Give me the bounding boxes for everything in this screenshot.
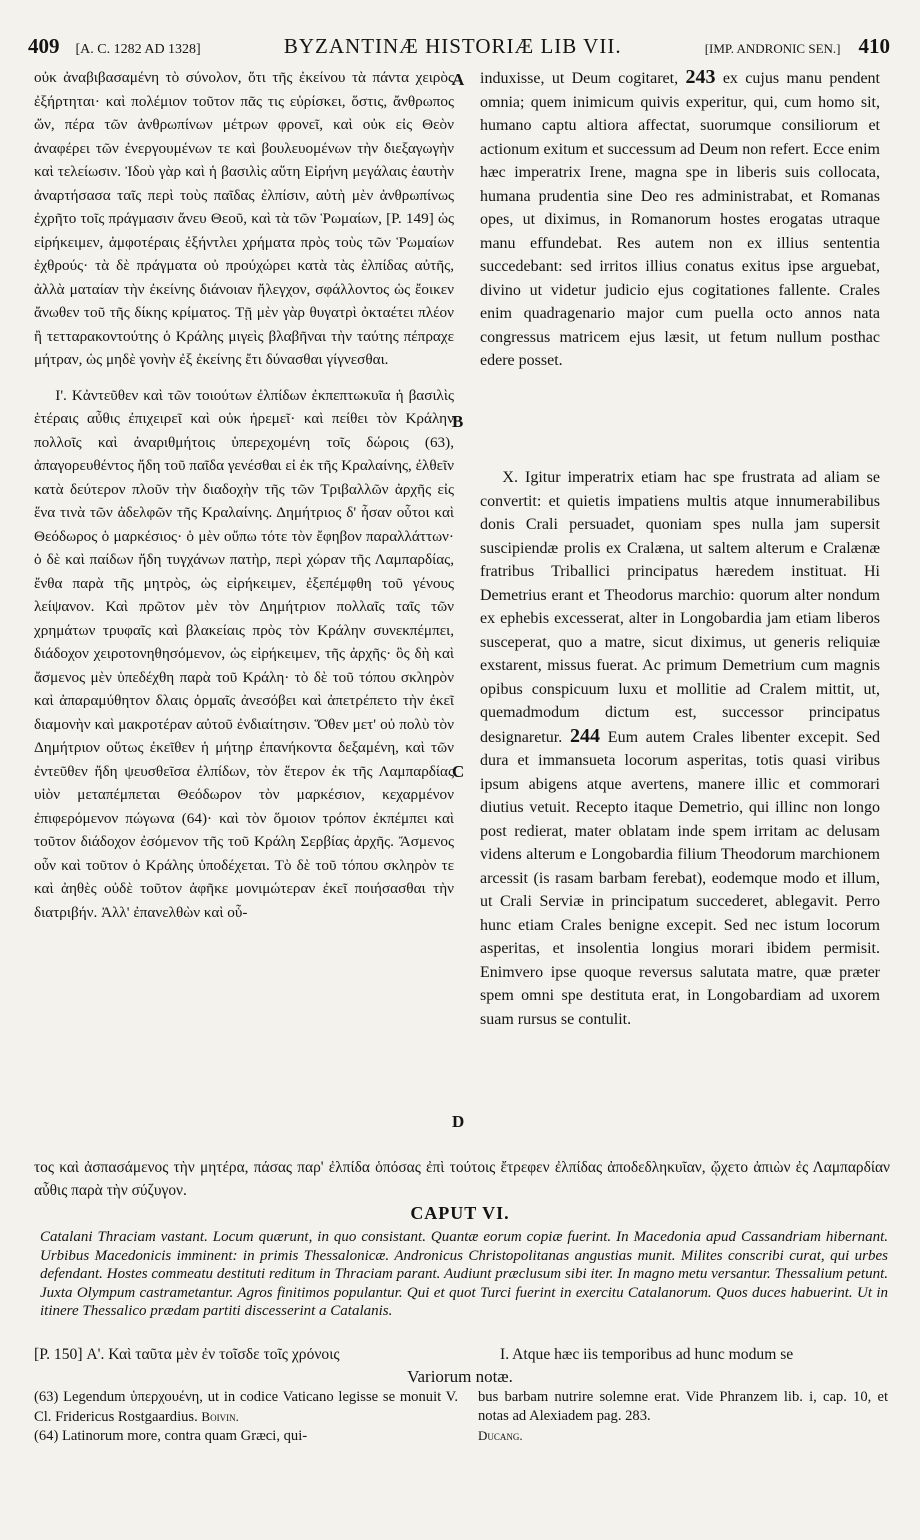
greek-paragraph-1: οὐκ ἀναβιβασαμένη τὸ σύνολον, ὅτι τῆς ἐκείνου τὰ πάντα χειρὸς ἐξήρτηται· καὶ πολέμιον τοῦτον πᾶς τις εὑρίσκει, ὅστις, ἄνθρωπος ὤν, πέρα τῶν ἀνθρωπίνων μέτρων φρονεῖ, καὶ οὐκ εἰς Θεὸν ἀναφέρει τῶν ἐνεργουμένων τε καὶ βουλευομένων τὴν διεξαγωγὴν καὶ τελείωσιν. Ἰδοὺ γὰρ καὶ ἡ βασιλὶς αὕτη Εἰρήνη μεγάλαις ἑαυτὴν ἀναρτήσασα ταῖς περὶ τοὺς παῖδας ἐλπίσιν, αὐτὴ μὲν ἀνθρωπίνως ἐχρῆτο τοῖς πράγμασιν ἄνευ Θεοῦ, καὶ τὰ τῶν Ῥωμαίων, [P. 149] ὡς εἰρήκειμεν, ἀμφοτέραις ἐξήντλει χρήματα πρὸς τοὺς τῶν Ῥωμαίων ἐχθρούς· τὰ δὲ πράγματα οὐ προύχώρει κατὰ τὰς ἐλπίδας αὐτῆς, ἀλλὰ ματαίαν τὴν ἐκείνης διάνοιαν ἤλεγχον, σφάλλοντος ὡς ἔοικεν ἄνωθεν τοῦ τῆς δίκης κρίματος. Τῇ μὲν γὰρ θυγατρὶ ὀκταέτει πλέον ἢ τετταρακοντούτης ὁ Κράλης μιγεὶς βλαβῆναι τὴν ταύτης πέπραχε μήτραν, ὡς μηδὲ γονὴν ἐξ ἐκείνης ἔτι δύνασθαι γίγνεσθαι. bbox=[34, 69, 454, 368]
margin-letter-d: D bbox=[452, 1112, 465, 1131]
latin-column-bottom bbox=[480, 466, 880, 1178]
note-64-continued: bus barbam nutrire solemne erat. Vide Phranzem lib. i, cap. 10, et notas ad Alexiadem pag. 283. bbox=[478, 1389, 888, 1424]
latin-paragraph-2 bbox=[480, 466, 880, 1031]
chapter-latin-start: I. Atque hæc iis temporibus ad hunc modum se bbox=[500, 1346, 794, 1363]
latin-column-top bbox=[480, 66, 880, 396]
emperor-label: [IMP. ANDRONIC SEN.] bbox=[704, 41, 841, 56]
note-63-author: Boivin. bbox=[201, 1409, 239, 1424]
notes-right bbox=[478, 1388, 888, 1448]
running-title: BYZANTINÆ HISTORIÆ LIB VII. bbox=[283, 34, 622, 58]
notes-title: Variorum notæ. bbox=[407, 1367, 513, 1386]
greek-column bbox=[34, 66, 454, 1178]
latin-p1-start: induxisse, ut Deum cogitaret, bbox=[480, 70, 679, 87]
section-number-243: 243 bbox=[685, 66, 716, 88]
margin-letter-b: B bbox=[452, 412, 464, 431]
latin-p1-rest: ex cujus manu pendent omnia; quem inimicum quivis experitur, qui, cum homo sit, humano captu altiora affectat, suorumque consiliorum et actionum exitum et successum ad Deum non refert. Ecce enim hæc imperatrix Irene, magna spe in liberis suis collocata, humana prudentia sine Deo res administrabat, et Romanas opes, ut diximus, in Romanorum hostes erogatas utraque manu effundebat. Res autem non ex illius sententia succedebant: sed irritos illius conatus exitus ipse arguebat, divino ut videtur judicio ejus cogitationes fallente. Crales enim quadragenario major cum puella octo annos nata congressus matricem ejus læsit, ut fetum nullum posthac edere posset. bbox=[480, 70, 880, 369]
greek-continuation: τος καὶ ἀσπασάμενος τὴν μητέρα, πάσας παρ' ἐλπίδα ὁπόσας ἐπὶ τούτοις ἔτρεφεν ἐλπίδας ἀποδεδληκυῖαν, ᾤχετο ἀπιὼν ἐς Λαμπαρδίαν αὖθις παρὰ τὴν σύζυγον. bbox=[34, 1159, 890, 1199]
notes-left bbox=[34, 1388, 458, 1478]
page-number-right: 410 bbox=[858, 34, 890, 58]
page-number-left: 409 bbox=[28, 34, 60, 58]
note-63-text: (63) Legendum ὑπερχουένη, ut in codice Vaticano legisse se monuit V. Cl. Fridericus Rostgaardius. bbox=[34, 1389, 458, 1425]
running-header bbox=[28, 34, 890, 64]
year-range: [A. C. 1282 AD 1328] bbox=[75, 42, 201, 57]
margin-letter-a: A bbox=[452, 70, 465, 89]
note-63 bbox=[34, 1388, 458, 1427]
note-64: (64) Latinorum more, contra quam Græci, qui- bbox=[34, 1428, 308, 1444]
latin-p2-rest: Eum autem Crales libenter excepit. Sed dura et immansueta locorum asperitas, totis quasi viribus ipsum abigens atque avertens, manere illic et commorari diutius vetuit. Recepto itaque Demetrio, qui illinc non longo post redierat, mater oblatam inde spem irritam ac delusam videns alterum e Longobardia filium Theodorum marchionem arcessit (is rasam barbam ferebat), eodemque modo et illum, ut Crali Serviæ in principatum succederet, ablegavit. Perro hunc etiam Crales benigne excepit. Sed nec istum locorum asperitas, et insolentia longius morari ibidem permisit. Enimvero ipse quoque reversus salutata matre, quæ præter spem omni spe destituta erat, in Longobardiam ad uxorem suam rursus se contulit. bbox=[480, 728, 880, 1028]
chapter-greek-start: [P. 150] Α'. Καὶ ταῦτα μὲν ἐν τοῖσδε τοῖς χρόνοις bbox=[34, 1346, 340, 1363]
chapter-title: CAPUT VI. bbox=[410, 1203, 510, 1223]
chapter-summary: Catalani Thraciam vastant. Locum quærunt, in quo consistant. Quantæ eorum copiæ fuerint. In Macedonia apud Cassandriam hibernant. Urbibus Macedonicis imminent: in primis Thessalonicæ. Andronicus Christopolitanas angustias munit. Milites conscribi curat, qui urbes defendant. Hostes commeatu destituti reditum in Thraciam parant. Audiunt præclusum sibi iter. In magno metu versantur. Thessalium petunt. Juxta Olympum castrametantur. Agros finitimos populantur. Qui et quot Turci fuerint in exercitu Catalanorum. Quos duces habuerint. Ut in itinere Thessalico prædam partiti discesserint a Catalanis. bbox=[40, 1229, 888, 1320]
section-number-244: 244 bbox=[570, 724, 600, 747]
greek-paragraph-2: Ι'. Κἀντεῦθεν καὶ τῶν τοιούτων ἐλπίδων ἐκπεπτωκυῖα ἡ βασιλὶς ἑτέραις αὖθις ἐπιχειρεῖ καὶ οὐκ ἠρεμεῖ· καὶ πείθει τὸν Κράλην πολλοῖς καὶ ἀναριθμήτοις ὑπερεχομένη τοῖς δώροις (63), ἀπαγορευθέντος ἤδη τοῦ παῖδα γενέσθαι εἰ ἐκ τῆς Κραλαίνης, ἐλθεῖν κατὰ δεύτερον πλοῦν τὴν διαδοχὴν τῆς τῶν Τριβαλλῶν ἀρχῆς εἰς ἕνα τινὰ τῶν ἀδελφῶν τῆς Κραλαίνης. Δημήτριος δ' ἦσαν οὗτοι καὶ Θεόδωρος ὁ μαρκέσιος· ὁ μὲν οὔπω τότε τὸν ἔφηβον παραλλάττων· ὁ δὲ καὶ παίδων ἤδη τυγχάνων πατὴρ, περὶ χώραν τῆς Λαμπαρδίας, ἔνθα παρὰ τῆς μητρὸς, ὡς εἰρήκειμεν, ἐξεπέμφθη τοῦ γένους λείψανον. Καὶ πρῶτον μὲν τὸν Δημήτριον πολλαῖς ταῖς τῶν χρημάτων τρυφαῖς καὶ βλακείαις πρὸς τὸν Κράλην συνεκπέμπει, διάδοχον χειροτονηθησόμενον, ὡς εἰρήκειμεν, τῆς ἀρχῆς· ὃς δὴ καὶ ἄσμενος μὲν ὑπεδέχθη παρὰ τοῦ Κράλη· τὸ δὲ τοῦ τόπου σκληρὸν καὶ ἀπαραμύθητον δλαις ὁρμαῖς ἀνεσόβει καὶ ἀπετρέπετο τὴν ἐκεῖ διαμονὴν καὶ μακροτέραν αὐτοῦ ἐνδιαίτησιν. Ὅθεν μετ' οὐ πολὺ τὸν Δημήτριον οὕτως ἐκεῖθεν ἡ μήτηρ ἐπανήκοντα δεξαμένη, καὶ τῶν ἐντεῦθεν ἤδη ψευσθεῖσα ἐλπίδων, τὸν ἕτερον ἐκ τῆς Λαμπαρδίας υἱὸν μεταπέμπεται Θεόδωρον τὸν μαρκέσιον, κεχαρμένον ἐπιφερόμενον πώγωνα (64)· καὶ τὸν ὅμοιον τρόπον ἐκπέμπει καὶ τοῦτον διάδοχον ἐσόμενον τῆς τοῦ Κράλη Σερβίας ἀρχῆς. Ἄσμενος οὖν καὶ τοῦτον ὁ Κράλης ὑποδέχεται. Τὸ δὲ τοῦ τόπου σκληρὸν τε καὶ ἀηθὲς οὐδὲ τοῦτον ἀφῆκε μονιμώτεραν ἐκεῖ ποιήσασθαι τὴν διατριβήν. Ἀλλ' ἐπανελθὼν καὶ οὗ- bbox=[34, 386, 454, 921]
latin-paragraph-1 bbox=[480, 66, 880, 373]
latin-p2-start: X. Igitur imperatrix etiam hac spe frustrata ad aliam se convertit: et quietis impatiens multis atque innumerabilibus donis Crali persuadet, quoniam spes nulla jam supersit suscipiendæ prolis ex Cralæna, ut saltem alterum e Cralænæ fratribus Triballici principatus hæredem instituat. Hi Demetrius erant et Theodorus marchio: quorum alter nondum ex ephebis excesserat, alter in Longobardia jam etiam liberos susceperat, quo a matre, sicut diximus, ut generis reliquiæ exstarent, missus fuerat. Ac primum Demetrium cum magnis opibus conspicuum luxu et mollitie ad Cralem mittit, ut, quemadmodum dictum est, successor principatus designaretur. bbox=[480, 469, 880, 746]
margin-letter-c: C bbox=[452, 762, 465, 781]
note-64-author: Ducang. bbox=[478, 1428, 523, 1443]
